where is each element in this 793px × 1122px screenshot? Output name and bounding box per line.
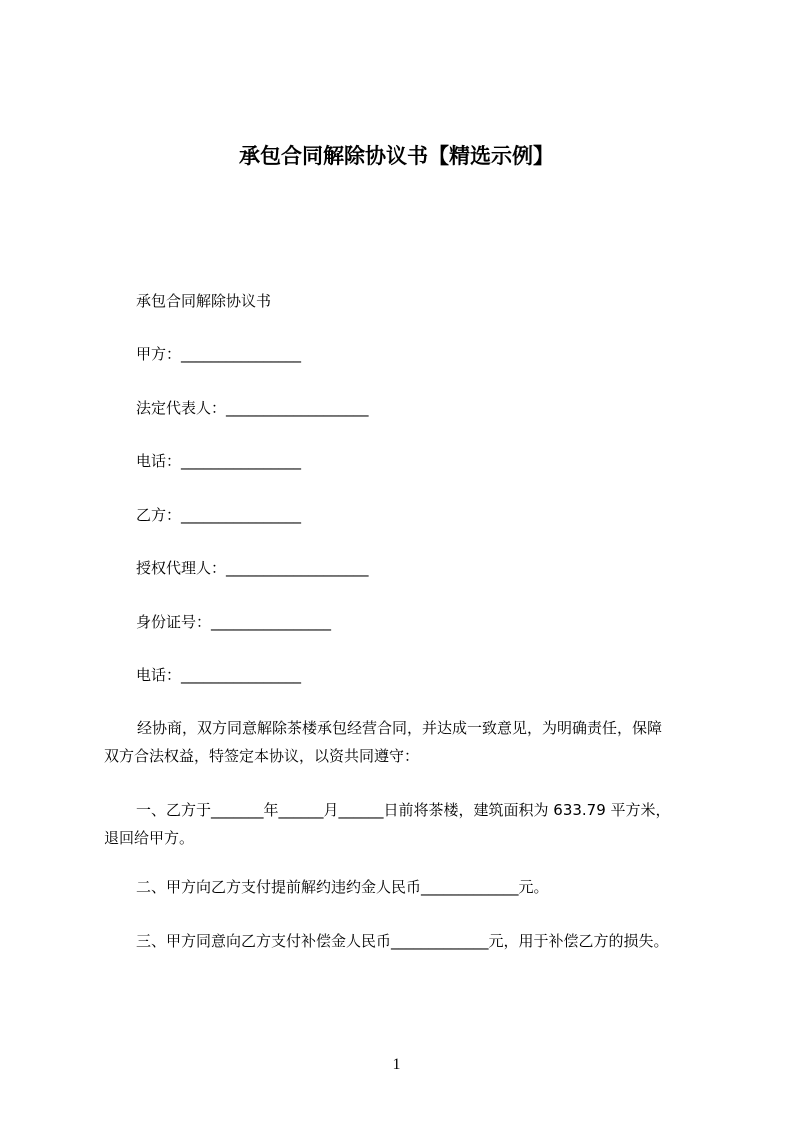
id-number-field: 身份证号：________________ xyxy=(136,613,332,631)
clause-1-line-1: 一、乙方于_______年______月______日前将茶楼，建筑面积为 633.79 平方米， xyxy=(136,801,671,819)
page-number: 1 xyxy=(392,1056,401,1073)
authorized-agent-field: 授权代理人：___________________ xyxy=(136,559,369,577)
party-a-phone-field: 电话：________________ xyxy=(136,452,302,470)
party-b-field: 乙方：________________ xyxy=(136,506,302,524)
intro-line-1: 经协商，双方同意解除茶楼承包经营合同，并达成一致意见，为明确责任，保障 xyxy=(137,719,663,737)
clause-1-line-2: 退回给甲方。 xyxy=(104,829,195,847)
clause-2: 二、甲方向乙方支付提前解约违约金人民币_____________元。 xyxy=(136,878,549,896)
party-a-field: 甲方：________________ xyxy=(136,345,302,363)
legal-representative-field: 法定代表人：___________________ xyxy=(136,399,369,417)
page-title: 承包合同解除协议书【精选示例】 xyxy=(239,144,554,168)
clause-1 xyxy=(104,796,704,852)
intro-line-2: 双方合法权益，特签定本协议，以资共同遵守： xyxy=(104,747,420,765)
party-b-phone-field: 电话：________________ xyxy=(136,666,302,684)
clause-3: 三、甲方同意向乙方支付补偿金人民币_____________元，用于补偿乙方的损失。 xyxy=(136,932,669,950)
intro-paragraph xyxy=(104,714,704,770)
subtitle: 承包合同解除协议书 xyxy=(136,292,272,310)
